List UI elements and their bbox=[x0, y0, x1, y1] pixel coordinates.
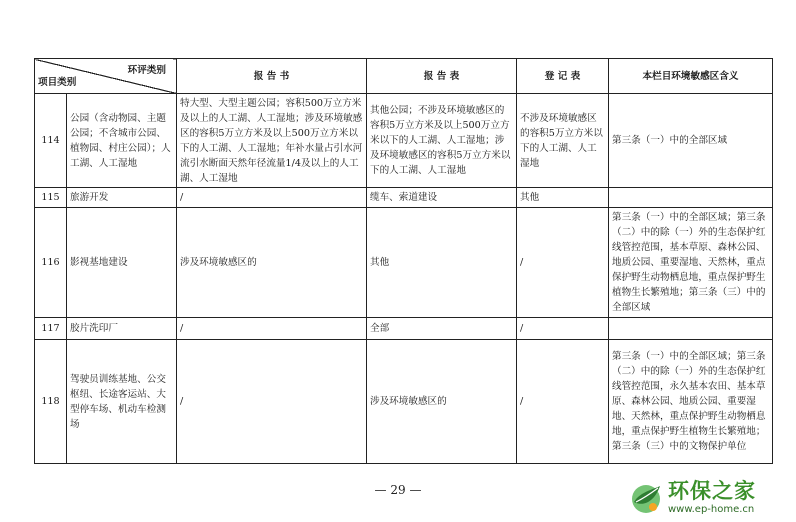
registration-cell: / bbox=[517, 318, 609, 340]
header-registration-form: 登 记 表 bbox=[517, 59, 609, 94]
report-book-cell: / bbox=[177, 340, 367, 464]
header-project-category: 项目类别 bbox=[38, 77, 77, 88]
row-number: 115 bbox=[35, 188, 67, 208]
table-row bbox=[35, 208, 773, 318]
sensitive-area-cell: 第三条（一）中的全部区域；第三条（二）中的除（一）外的生态保护红线管控范围，基本草原、森林公园、地质公园、重要湿地、天然林，重点保护野生动物栖息地，重点保护野生植物生长繁殖地；第三条（三）中的全部区域 bbox=[609, 208, 773, 318]
project-category-cell: 影视基地建设 bbox=[67, 208, 177, 318]
watermark-name: 环保之家 bbox=[668, 479, 756, 503]
table-row bbox=[35, 188, 773, 208]
eia-classification-table bbox=[34, 58, 773, 464]
row-number: 116 bbox=[35, 208, 67, 318]
report-form-cell: 涉及环境敏感区的 bbox=[367, 340, 517, 464]
watermark-logo bbox=[628, 474, 794, 522]
table-row bbox=[35, 340, 773, 464]
project-category-cell: 胶片洗印厂 bbox=[67, 318, 177, 340]
row-number: 117 bbox=[35, 318, 67, 340]
sensitive-area-cell bbox=[609, 188, 773, 208]
row-number: 118 bbox=[35, 340, 67, 464]
table-row bbox=[35, 94, 773, 188]
project-category-cell: 驾驶员训练基地、公交枢纽、长途客运站、大型停车场、机动车检测场 bbox=[67, 340, 177, 464]
header-sensitive-area: 本栏目环境敏感区含义 bbox=[609, 59, 773, 94]
report-form-cell: 其他 bbox=[367, 208, 517, 318]
row-number: 114 bbox=[35, 94, 67, 188]
report-book-cell: 特大型、大型主题公园；容积500万立方米及以上的人工湖、人工湿地；涉及环境敏感区的容积5万立方米及以上500万立方米以下的人工湖、人工湿地；年补水量占引水河流引水断面天然年径流量1/4及以上的人工湖、人工湿地 bbox=[177, 94, 367, 188]
report-form-cell: 其他公园；不涉及环境敏感区的容积5万立方米及以上500万立方米以下的人工湖、人工湿地；涉及环境敏感区的容积5万立方米以下的人工湖、人工湿地 bbox=[367, 94, 517, 188]
table-header-row bbox=[35, 59, 773, 94]
registration-cell: / bbox=[517, 208, 609, 318]
registration-cell: / bbox=[517, 340, 609, 464]
report-book-cell: / bbox=[177, 318, 367, 340]
header-report-form: 报 告 表 bbox=[367, 59, 517, 94]
report-form-cell: 缆车、索道建设 bbox=[367, 188, 517, 208]
report-form-cell: 全部 bbox=[367, 318, 517, 340]
registration-cell: 其他 bbox=[517, 188, 609, 208]
report-book-cell: 涉及环境敏感区的 bbox=[177, 208, 367, 318]
diagonal-header-cell bbox=[35, 59, 177, 94]
sensitive-area-cell: 第三条（一）中的全部区域；第三条（二）中的除（一）外的生态保护红线管控范围，永久基本农田、基本草原、森林公园、地质公园、重要湿地、天然林，重点保护野生动物栖息地，重点保护野生植物生长繁殖地；第三条（三）中的文物保护单位 bbox=[609, 340, 773, 464]
page-number: — 29 — bbox=[374, 483, 422, 497]
table-row bbox=[35, 318, 773, 340]
leaf-globe-icon bbox=[628, 480, 664, 516]
project-category-cell: 旅游开发 bbox=[67, 188, 177, 208]
project-category-cell: 公园（含动物园、主题公园；不含城市公园、植物园、村庄公园）；人工湖、人工湿地 bbox=[67, 94, 177, 188]
registration-cell: 不涉及环境敏感区的容积5万立方米以下的人工湖、人工湿地 bbox=[517, 94, 609, 188]
header-report-book: 报 告 书 bbox=[177, 59, 367, 94]
sensitive-area-cell: 第三条（一）中的全部区域 bbox=[609, 94, 773, 188]
sensitive-area-cell bbox=[609, 318, 773, 340]
watermark-url: www.ep-home.cn bbox=[668, 504, 755, 515]
report-book-cell: / bbox=[177, 188, 367, 208]
header-eia-category: 环评类别 bbox=[127, 65, 166, 76]
